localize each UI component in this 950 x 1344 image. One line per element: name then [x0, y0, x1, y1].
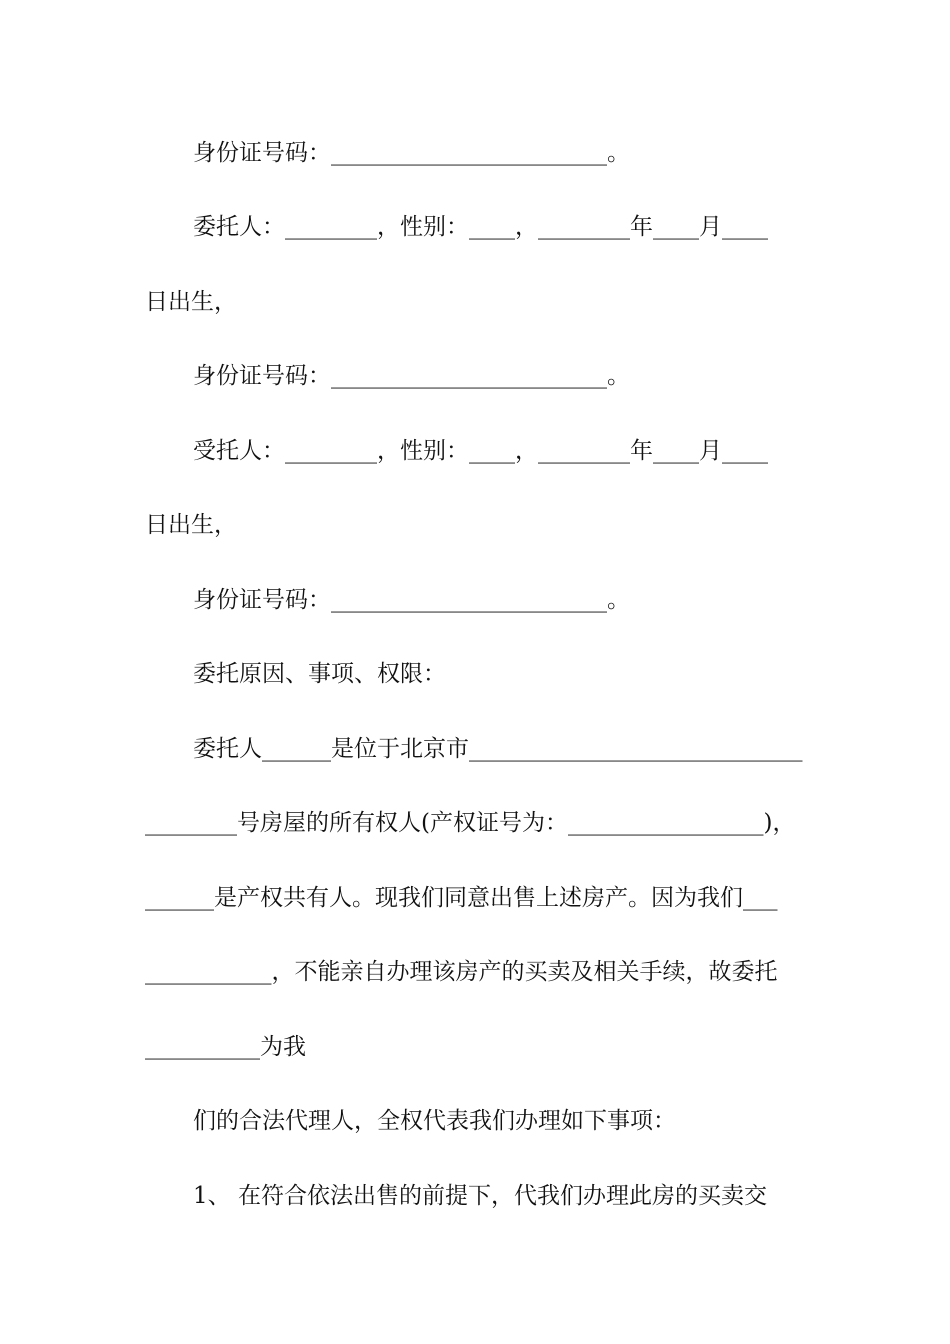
body-paragraph-line: ________号房屋的所有权人(产权证号为：_________________)，	[145, 810, 796, 836]
principal-2-id-number-line: 身份证号码：________________________。	[193, 363, 630, 389]
agent-birth-line: 日出生，	[145, 512, 237, 538]
agent-info-line: 受托人：________，性别：____，________年____月____	[193, 438, 768, 464]
list-item-1: 1、 在符合依法出售的前提下，代我们办理此房的买卖交	[193, 1183, 767, 1209]
principal-1-id-number-line: 身份证号码：________________________。	[193, 140, 630, 166]
principal-2-birth-line: 日出生，	[145, 289, 237, 315]
body-paragraph-line: ___________，不能亲自办理该房产的买卖及相关手续，故委托	[145, 959, 778, 985]
body-paragraph-line: 委托人______是位于北京市_____________________________	[193, 736, 803, 762]
body-paragraph-line: __________为我	[145, 1034, 306, 1060]
principal-2-info-line: 委托人：________，性别：____，________年____月____	[193, 214, 768, 240]
agent-id-number-line: 身份证号码：________________________。	[193, 587, 630, 613]
body-paragraph-line: ______是产权共有人。现我们同意出售上述房产。因为我们___	[145, 885, 778, 911]
section-heading: 委托原因、事项、权限：	[193, 661, 446, 687]
body-paragraph-line: 们的合法代理人，全权代表我们办理如下事项：	[193, 1108, 676, 1134]
